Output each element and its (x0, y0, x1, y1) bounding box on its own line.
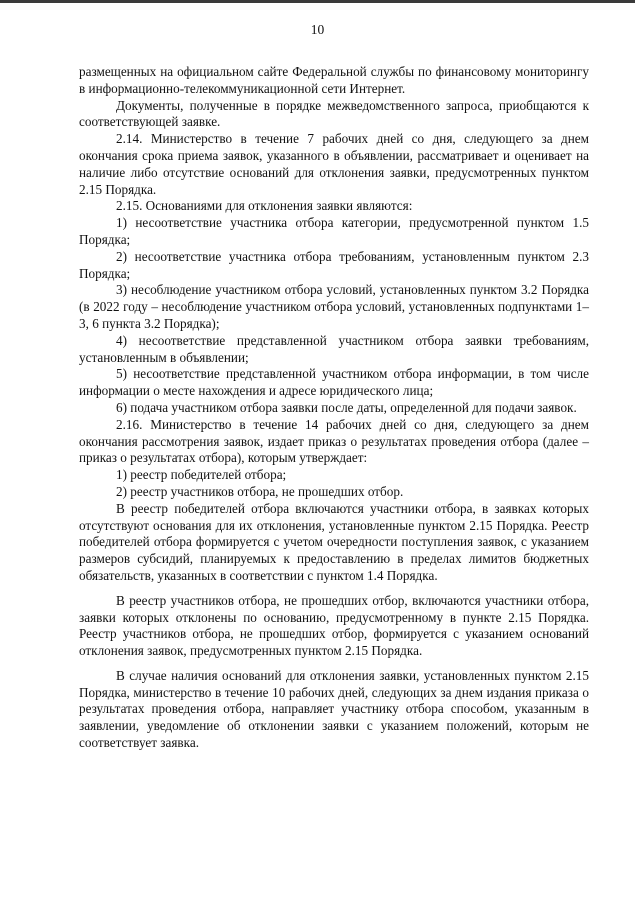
list-item: 4) несоответствие представленной участником отбора заявки требованиям, установленным в объявлении; (79, 332, 589, 365)
list-item: 5) несоответствие представленной участником отбора информации, в том числе информации о месте нахождения и адресе юридического лица; (79, 366, 589, 399)
paragraph: 2.14. Министерство в течение 7 рабочих дней со дня, следующего за днем окончания срока приема заявок, указанного в объявлении, рассматривает и оценивает на наличие либо отсутствие оснований для отклонения заявки, предусмотренных пунктом 2.15 Порядка. (79, 131, 589, 197)
list-item: 2) реестр участников отбора, не прошедших отбор. (116, 483, 404, 499)
paragraph: В случае наличия оснований для отклонения заявки, установленных пунктом 2.15 Порядка, министерство в течение 10 рабочих дней, следующих за днем издания приказа о результатах проведения отбора, направляет участнику отбора способом, указанным в заявлении, уведомление об отклонении заявки с указанием положений, которым не соответствует заявка. (79, 667, 589, 751)
list-item: 6) подача участником отбора заявки после даты, определенной для подачи заявок. (116, 399, 577, 415)
list-item: 1) реестр победителей отбора; (116, 467, 287, 483)
paragraph: В реестр победителей отбора включаются участники отбора, в заявках которых отсутствуют основания для их отклонения, установленные пунктом 2.15 Порядка. Реестр победителей отбора формируется с учетом очередности поступления заявок, с указанием размеров субсидий, планируемых к предоставлению в пределах лимитов бюджетных обязательств, указанных в соответствии с пунктом 1.4 Порядка. (79, 500, 589, 583)
paragraph: 2.15. Основаниями для отклонения заявки являются: (116, 198, 413, 214)
document-body (79, 64, 589, 752)
page-number: 10 (310, 22, 325, 37)
list-item: 2) несоответствие участника отбора требованиям, установленным пунктом 2.3 Порядка; (79, 248, 589, 281)
paragraph: 2.16. Министерство в течение 14 рабочих дней со дня, следующего за днем окончания рассмотрения заявок, издает приказ о результатах проведения отбора (далее – приказ о результатах отбора), которым утверждает: (79, 416, 589, 466)
paragraph: Документы, полученные в порядке межведомственного запроса, приобщаются к соответствующей заявке. (79, 97, 589, 130)
list-item: 3) несоблюдение участником отбора условий, установленных пунктом 3.2 Порядка (в 2022 году – несоблюдение участником отбора условий, установленных подпунктами 1–3, 6 пункта 3.2 Порядка); (79, 282, 589, 331)
paragraph: размещенных на официальном сайте Федеральной службы по финансовому мониторингу в информационно-телекоммуникационной сети Интернет. (79, 64, 589, 96)
paragraph: В реестр участников отбора, не прошедших отбор, включаются участники отбора, заявки которых отклонены по основанию, предусмотренному в пункте 2.15 Порядка. Реестр участников отбора, не прошедших отбор, формируется с указанием оснований отклонения заявок, предусмотренных пунктом 2.15 Порядка. (79, 592, 589, 659)
scan-top-edge (0, 0, 635, 3)
list-item: 1) несоответствие участника отбора категории, предусмотренной пунктом 1.5 Порядка; (79, 215, 589, 247)
